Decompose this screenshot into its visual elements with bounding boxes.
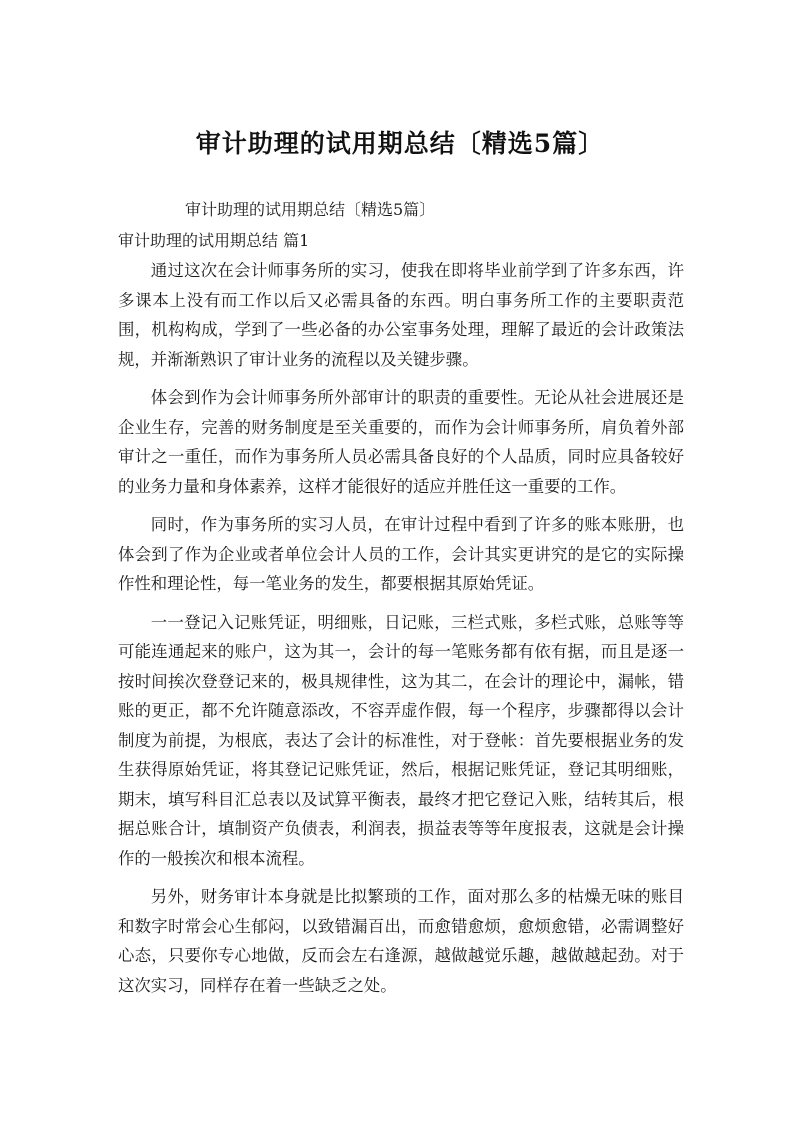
paragraph-1: 通过这次在会计师事务所的实习，使我在即将毕业前学到了许多东西，许多课本上没有而工作以后又必需具备的东西。明白事务所工作的主要职责范围，机构构成，学到了一些必备的办公室事务处理，理解了最近的会计政策法规，并渐渐熟识了审计业务的流程以及关键步骤。 — [118, 261, 684, 369]
paragraph-4: 一一登记入记账凭证，明细账，日记账，三栏式账，多栏式账，总账等等可能连通起来的账户，这为其一，会计的每一笔账务都有依有据，而且是逐一按时间挨次登登记来的，极具规律性，这为其二，在会计的理论中，漏帐，错账的更正，都不允许随意添改，不容弄虚作假，每一个程序，步骤都得以会计制度为前提，为根底，表达了会计的标准性，对于登帐：首先要根据业务的发生获得原始凭证，将其登记记账凭证，然后，根据记账凭证，登记其明细账，期末，填写科目汇总表以及试算平衡表，最终才把它登记入账，结转其后，根据总账合计，填制资产负债表，利润表，损益表等等年度报表，这就是会计操作的一般挨次和根本流程。 — [118, 612, 684, 868]
paragraph-3: 同时，作为事务所的实习人员，在审计过程中看到了许多的账本账册，也体会到了作为企业或者单位会计人员的工作，会计其实更讲究的是它的实际操作性和理论性，每一笔业务的发生，都要根据其原始凭证。 — [118, 515, 684, 593]
document-body — [118, 256, 684, 1009]
paragraph-2: 体会到作为会计师事务所外部审计的职责的重要性。无论从社会进展还是企业生存，完善的财务制度是至关重要的，而作为会计师事务所，肩负着外部审计之一重任，而作为事务所人员必需具备良好的个人品质，同时应具备较好的业务力量和身体素养，这样才能很好的适应并胜任这一重要的工作。 — [118, 388, 684, 496]
document-subtitle: 审计助理的试用期总结〔精选5篇〕 — [185, 200, 436, 219]
paragraph-5: 另外，财务审计本身就是比拟繁琐的工作，面对那么多的枯燥无味的账目和数字时常会心生郁闷，以致错漏百出，而愈错愈烦，愈烦愈错，必需调整好心态，只要你专心地做，反而会左右逢源，越做越觉乐趣，越做越起劲。对于这次实习，同样存在着一些缺乏之处。 — [118, 887, 684, 995]
section-heading: 审计助理的试用期总结 篇1 — [118, 231, 310, 250]
document-title: 审计助理的试用期总结〔精选5篇〕 — [195, 129, 605, 158]
